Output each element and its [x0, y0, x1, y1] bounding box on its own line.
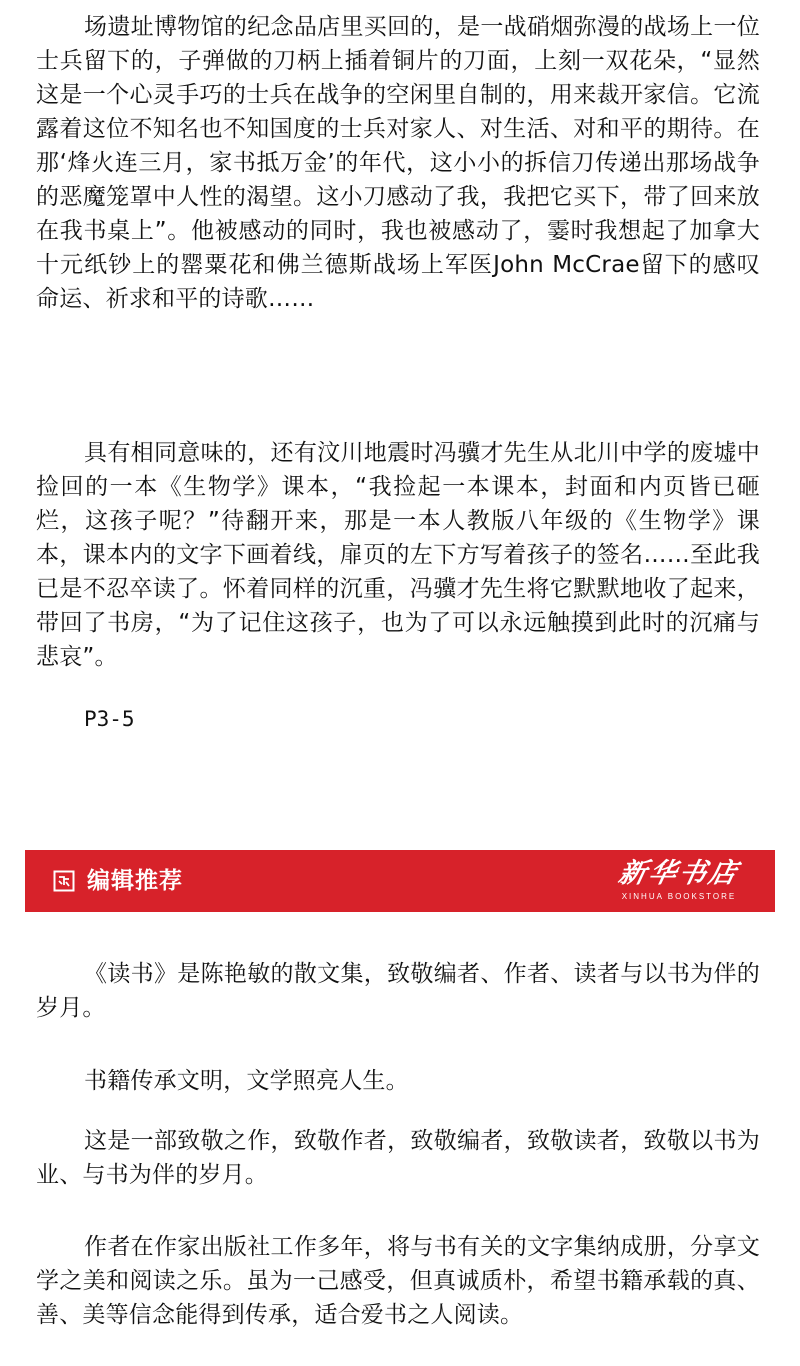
editor-recommend-banner	[25, 850, 775, 912]
brand-name: 新华书店	[615, 858, 743, 889]
excerpt-paragraph-2: 具有相同意味的，还有汶川地震时冯骥才先生从北川中学的废墟中捡回的一本《生物学》课本，“我捡起一本课本，封面和内页皆已砸烂，这孩子呢？”待翻开来，那是一本人教版八年级的《生物学》课本，课本内的文字下画着线，扉页的左下方写着孩子的签名……至此我已是不忍卒读了。怀着同样的沉重，冯骥才先生将它默默地收了起来，带回了书房，“为了记住这孩子，也为了可以永远触摸到此时的沉痛与悲哀”。	[36, 440, 760, 670]
recommend-paragraph-3: 这是一部致敬之作，致敬作者，致敬编者，致敬读者，致敬以书为业、与书为伴的岁月。	[36, 1128, 760, 1188]
excerpt-paragraph-1: 场遗址博物馆的纪念品店里买回的，是一战硝烟弥漫的战场上一位士兵留下的，子弹做的刀柄上插着铜片的刀面，上刻一双花朵，“显然这是一个心灵手巧的士兵在战争的空闲里自制的，用来裁开家信。它流露着这位不知名也不知国度的士兵对家人、对生活、对和平的期待。在那‘烽火连三月，家书抵万金’的年代，这小小的拆信刀传递出那场战争的恶魔笼罩中人性的渴望。这小刀感动了我，我把它买下，带了回来放在我书桌上”。他被感动的同时，我也被感动了，霎时我想起了加拿大十元纸钞上的罂粟花和佛兰德斯战场上军医John McCrae留下的感叹命运、祈求和平的诗歌……	[36, 14, 760, 312]
xinhua-bookstore-logo	[609, 856, 749, 908]
book-icon	[53, 870, 75, 892]
brand-subtitle: XINHUA BOOKSTORE	[621, 892, 737, 901]
section-title: 编辑推荐	[87, 868, 183, 894]
recommend-paragraph-2: 书籍传承文明，文学照亮人生。	[84, 1068, 409, 1094]
recommend-paragraph-4: 作者在作家出版社工作多年，将与书有关的文字集纳成册，分享文学之美和阅读之乐。虽为一己感受，但真诚质朴，希望书籍承载的真、善、美等信念能得到传承，适合爱书之人阅读。	[36, 1234, 760, 1328]
recommend-paragraph-1: 《读书》是陈艳敏的散文集，致敬编者、作者、读者与以书为伴的岁月。	[36, 961, 760, 1021]
page-reference: P3-5	[84, 707, 135, 731]
